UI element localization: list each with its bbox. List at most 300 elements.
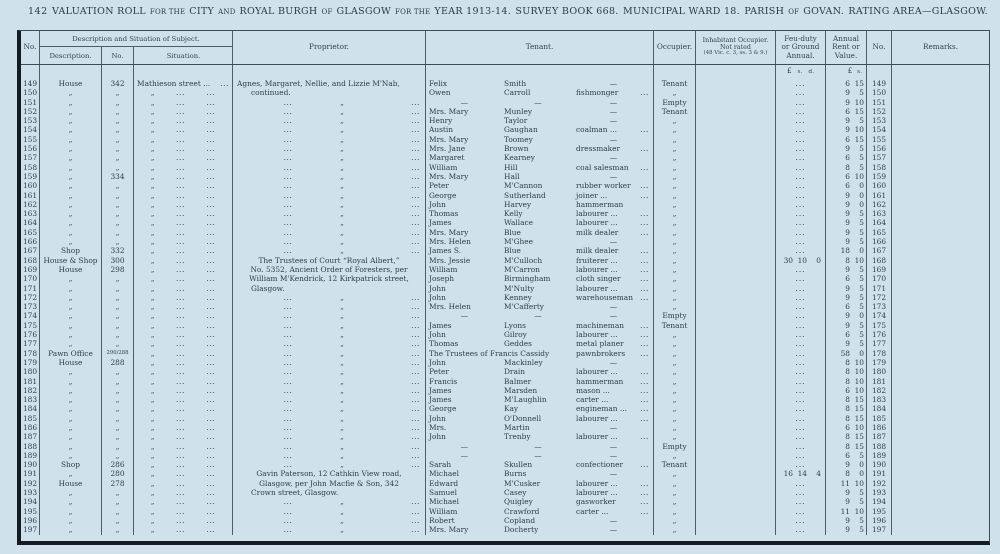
cell-feu-duty: ... (776, 274, 826, 283)
title-word: CITY (189, 6, 215, 17)
table-row (21, 302, 989, 311)
rent-shillings: 5 (859, 283, 864, 293)
cell-inhabitant-occupier (696, 237, 776, 246)
cell-no-right: 151 (867, 98, 892, 107)
dots: ... (176, 171, 185, 181)
ditto-mark: „ (150, 218, 155, 228)
cell-no-right: 180 (867, 367, 892, 376)
occupation-text: labourer ... (576, 218, 618, 228)
cell-occupier: „ (654, 144, 696, 153)
ditto-mark: „ (340, 330, 344, 340)
ditto-mark: „ (340, 190, 344, 200)
rent-shillings: 5 (859, 339, 864, 349)
dots: ... (640, 395, 649, 405)
cell-tenant-occupation: — (574, 98, 654, 107)
cell-occupier: Tenant (654, 107, 696, 116)
cell-tenant-forename: Mrs. (429, 422, 447, 432)
cell-tenant-surname: Kelly (504, 209, 523, 219)
title-word: OF (788, 8, 800, 16)
ditto-mark: „ (150, 357, 155, 367)
cell-occupier: „ (654, 181, 696, 190)
dots: ... (640, 413, 649, 423)
cell-feu-duty: ... (776, 135, 826, 144)
cell-proprietor (233, 330, 426, 339)
dots: ... (640, 209, 649, 219)
dots: ... (411, 171, 420, 181)
ditto-mark: „ (340, 162, 344, 172)
cell-no-right: 170 (867, 274, 892, 283)
cell-annual-rent (826, 367, 867, 376)
ditto-mark: „ (150, 348, 155, 358)
cell-remarks (892, 460, 989, 469)
cell-remarks (892, 200, 989, 209)
dots: ... (640, 385, 649, 395)
cell-tenant-surname: Gaughan (504, 125, 538, 135)
cell-tenant-forename: John (429, 330, 446, 340)
cell-remarks (892, 237, 989, 246)
rent-pounds: 6 (845, 302, 850, 312)
dots: ... (176, 125, 185, 135)
dots: ... (411, 385, 420, 395)
feu-amount: 16 (783, 469, 793, 479)
units-tenant-surname (502, 65, 574, 79)
cell-occupier: „ (654, 358, 696, 367)
ditto-mark: „ (150, 330, 155, 340)
cell-inhabitant-occupier (696, 116, 776, 125)
occupation-text: engineman ... (576, 404, 627, 414)
cell-feu-duty: ... (776, 79, 826, 88)
cell-remarks (892, 330, 989, 339)
ditto-mark: „ (150, 515, 155, 525)
dots: ... (206, 274, 216, 284)
cell-inhabitant-occupier (696, 98, 776, 107)
cell-inhabitant-occupier (696, 349, 776, 358)
rent-pounds: 8 (845, 432, 850, 442)
rent-shillings: 10 (854, 376, 864, 386)
dots: ... (176, 450, 185, 460)
cell-description: „ (40, 497, 102, 506)
dots: ... (206, 450, 216, 460)
cell-remarks (892, 339, 989, 348)
header-inhabitant-line3: (48 Vic. c. 3, ss. 3 & 9.) (703, 50, 768, 57)
dots: ... (640, 292, 649, 302)
ditto-mark: „ (150, 116, 155, 126)
cell-feu-duty: ... (776, 116, 826, 125)
rent-pounds: 8 (845, 413, 850, 423)
ditto-mark: „ (340, 116, 344, 126)
dots: ... (176, 367, 185, 377)
cell-tenant-occupation (574, 330, 654, 339)
rent-shillings: 5 (859, 88, 864, 98)
dots: ... (283, 134, 293, 144)
cell-inhabitant-occupier (696, 144, 776, 153)
cell-remarks (892, 181, 989, 190)
occupation-text: labourer ... (576, 413, 618, 423)
cell-tenant-forename: Joseph (429, 274, 455, 284)
cell-street-number: „ (102, 367, 134, 376)
cell-situation (134, 488, 233, 497)
cell-tenant-surname: Docherty (504, 525, 539, 535)
cell-annual-rent (826, 135, 867, 144)
cell-occupier: „ (654, 172, 696, 181)
cell-tenant-occupation (574, 497, 654, 506)
dots: ... (206, 432, 216, 442)
rent-pounds: 9 (845, 488, 850, 498)
rent-pounds: 6 (845, 106, 850, 116)
dots: ... (176, 88, 185, 98)
dots: ... (283, 227, 293, 237)
cell-proprietor: Crown street, Glasgow. (233, 488, 426, 497)
cell-proprietor: The Trustees of Court “Royal Albert,” (233, 256, 426, 265)
dots: ... (283, 506, 293, 516)
cell-occupier: „ (654, 237, 696, 246)
cell-no-right: 193 (867, 488, 892, 497)
ditto-mark: „ (340, 376, 344, 386)
dots: ... (640, 274, 649, 284)
cell-no: 156 (21, 144, 40, 153)
table-row (21, 339, 989, 348)
cell-street-number: 300 (102, 256, 134, 265)
occupation-text: carter ... (576, 395, 609, 405)
cell-tenant-occupation (574, 274, 654, 283)
cell-proprietor (233, 200, 426, 209)
dots: ... (411, 515, 420, 525)
occupation-text: metal planer (576, 339, 624, 349)
dots: ... (411, 209, 420, 219)
cell-feu-duty: ... (776, 153, 826, 162)
dots: ... (206, 422, 216, 432)
dots: ... (640, 348, 649, 358)
cell-remarks (892, 479, 989, 488)
cell-inhabitant-occupier (696, 377, 776, 386)
rent-pounds: 6 (845, 181, 850, 191)
ditto-mark: „ (150, 199, 155, 209)
dots: ... (206, 367, 216, 377)
dots: ... (206, 515, 216, 525)
cell-proprietor (233, 367, 426, 376)
cell-no-right: 194 (867, 497, 892, 506)
ditto-mark: „ (150, 488, 155, 498)
cell-no: 153 (21, 116, 40, 125)
cell-remarks (892, 395, 989, 404)
cell-occupier: „ (654, 395, 696, 404)
cell-description: „ (40, 507, 102, 516)
dots: ... (176, 116, 185, 126)
rent-pounds: 9 (845, 209, 850, 219)
cell-no: 161 (21, 191, 40, 200)
cell-situation (134, 311, 233, 320)
cell-situation (134, 377, 233, 386)
cell-no: 179 (21, 358, 40, 367)
cell-tenant-surname: Gilroy (504, 330, 527, 340)
rent-shillings: 5 (859, 209, 864, 219)
dots: ... (206, 283, 216, 293)
rent-pounds: 8 (845, 469, 850, 479)
cell-tenant-occupation (574, 488, 654, 497)
cell-occupier: „ (654, 469, 696, 478)
dots: ... (640, 339, 649, 349)
cell-tenant-surname: Mackinley (504, 357, 543, 367)
dots: ... (176, 348, 185, 358)
cell-description: „ (40, 125, 102, 134)
cell-street-number: „ (102, 451, 134, 460)
cell-situation (134, 79, 233, 88)
cell-remarks (892, 469, 989, 478)
cell-no-right: 165 (867, 228, 892, 237)
rent-shillings: 5 (859, 264, 864, 274)
cell-no-right: 191 (867, 469, 892, 478)
cell-annual-rent (826, 404, 867, 413)
cell-description: „ (40, 469, 102, 478)
cell-street-number: „ (102, 442, 134, 451)
cell-tenant-forename: Mrs. Helen (429, 237, 471, 247)
dots: ... (176, 339, 185, 349)
dots: ... (411, 506, 420, 516)
dots: ... (176, 478, 185, 488)
cell-occupier: „ (654, 200, 696, 209)
dots: ... (283, 181, 293, 191)
cell-remarks (892, 377, 989, 386)
cell-tenant-occupation (574, 209, 654, 218)
cell-remarks (892, 144, 989, 153)
occupation-text: labourer ... (576, 367, 618, 377)
cell-tenant-forename: — (460, 450, 469, 460)
cell-proprietor (233, 228, 426, 237)
ditto-mark: „ (340, 97, 344, 107)
cell-street-number: 334 (102, 172, 134, 181)
cell-annual-rent (826, 432, 867, 441)
cell-description: House (40, 479, 102, 488)
cell-tenant-occupation (574, 404, 654, 413)
cell-no-right: 192 (867, 479, 892, 488)
rent-pounds: 9 (845, 320, 850, 330)
rent-pounds: 9 (845, 292, 850, 302)
cell-situation (134, 469, 233, 478)
rent-shillings: 15 (854, 432, 864, 442)
cell-annual-rent (826, 377, 867, 386)
dots: ... (411, 357, 420, 367)
cell-proprietor (233, 237, 426, 246)
cell-description: Pawn Office (40, 349, 102, 358)
cell-description: „ (40, 284, 102, 293)
cell-no: 195 (21, 507, 40, 516)
cell-tenant-forename: Mrs. Mary (429, 227, 469, 237)
cell-inhabitant-occupier (696, 79, 776, 88)
page-number: 142 (28, 6, 48, 17)
feu-amount: 10 (797, 255, 807, 265)
cell-tenant-forename: John (429, 199, 446, 209)
dots: ... (411, 460, 420, 470)
cell-situation (134, 246, 233, 255)
dots: ... (206, 376, 216, 386)
cell-feu-duty: ... (776, 321, 826, 330)
ditto-mark: „ (340, 134, 344, 144)
cell-situation (134, 144, 233, 153)
cell-feu-duty: ... (776, 423, 826, 432)
cell-remarks (892, 88, 989, 97)
dots: ... (640, 376, 649, 386)
cell-street-number: „ (102, 125, 134, 134)
table-row (21, 507, 989, 516)
cell-tenant-occupation: — (574, 302, 654, 311)
cell-no: 157 (21, 153, 40, 162)
dots: ... (283, 246, 293, 256)
cell-no: 192 (21, 479, 40, 488)
ditto-mark: „ (150, 190, 155, 200)
cell-description: „ (40, 274, 102, 283)
cell-annual-rent (826, 98, 867, 107)
rent-pounds: 9 (845, 199, 850, 209)
cell-proprietor: continued. (233, 88, 426, 97)
cell-tenant-forename: Felix (429, 79, 447, 88)
cell-tenant-forename: Sarah (429, 460, 452, 470)
ditto-mark: „ (340, 515, 344, 525)
rent-shillings: 15 (854, 106, 864, 116)
dots: ... (176, 255, 185, 265)
cell-description: „ (40, 116, 102, 125)
cell-description: House & Shop (40, 256, 102, 265)
cell-tenant-surname: Brown (504, 144, 529, 154)
cell-no: 181 (21, 377, 40, 386)
rent-pounds: 6 (845, 330, 850, 340)
dots: ... (640, 190, 649, 200)
cell-proprietor (233, 302, 426, 311)
cell-remarks (892, 256, 989, 265)
dots: ... (411, 376, 420, 386)
cell-situation (134, 135, 233, 144)
cell-inhabitant-occupier (696, 414, 776, 423)
valuation-roll-table (17, 30, 990, 545)
rent-shillings: 15 (854, 79, 864, 88)
cell-inhabitant-occupier (696, 256, 776, 265)
cell-occupier: „ (654, 191, 696, 200)
cell-feu-duty: ... (776, 339, 826, 348)
ditto-mark: „ (150, 302, 155, 312)
dots: ... (176, 357, 185, 367)
rent-shillings: 5 (859, 320, 864, 330)
dots: ... (283, 209, 293, 219)
cell-description: „ (40, 228, 102, 237)
dots: ... (411, 162, 420, 172)
cell-description: „ (40, 339, 102, 348)
cell-situation (134, 107, 233, 116)
dots: ... (411, 181, 420, 191)
cell-occupier: „ (654, 88, 696, 97)
cell-occupier: „ (654, 302, 696, 311)
cell-tenant-forename: John (429, 357, 446, 367)
cell-remarks (892, 432, 989, 441)
rent-pounds: 6 (845, 79, 850, 88)
cell-street-number: „ (102, 395, 134, 404)
cell-occupier: „ (654, 479, 696, 488)
rent-pounds: 9 (845, 237, 850, 247)
dots: ... (206, 190, 216, 200)
cell-remarks (892, 516, 989, 525)
rent-shillings: 5 (859, 302, 864, 312)
ditto-mark: „ (150, 246, 155, 256)
cell-no-right: 167 (867, 246, 892, 255)
dots: ... (283, 97, 293, 107)
ditto-mark: „ (150, 106, 155, 116)
rent-shillings: 5 (859, 292, 864, 302)
cell-tenant-forename: George (429, 190, 457, 200)
cell-annual-rent (826, 497, 867, 506)
cell-tenant-forename: Robert (429, 515, 455, 525)
cell-tenant-occupation (574, 125, 654, 134)
cell-tenant-occupation: — (574, 153, 654, 162)
cell-situation (134, 163, 233, 172)
title-word: FOR THE (149, 8, 186, 16)
dots: ... (283, 441, 293, 451)
dots: ... (176, 190, 185, 200)
dots: ... (283, 125, 293, 135)
rent-pounds: 8 (845, 367, 850, 377)
cell-tenant-surname: Toomey (504, 134, 533, 144)
ditto-mark: „ (150, 460, 155, 470)
cell-tenant-surname: M'Ghee (504, 237, 534, 247)
cell-street-number: „ (102, 107, 134, 116)
cell-inhabitant-occupier (696, 460, 776, 469)
cell-remarks (892, 293, 989, 302)
table-row (21, 395, 989, 404)
cell-tenant-surname: Drain (504, 367, 525, 377)
cell-tenant-surname: M'Laughlin (504, 395, 547, 405)
cell-feu-duty: ... (776, 442, 826, 451)
cell-tenant-forename: William (429, 506, 458, 516)
cell-description: „ (40, 135, 102, 144)
header-inhabitant-line2: Not rated (720, 43, 751, 51)
cell-street-number: „ (102, 497, 134, 506)
cell-no-right: 150 (867, 88, 892, 97)
rent-shillings: 15 (854, 134, 864, 144)
dots: ... (411, 525, 420, 535)
dots: ... (283, 237, 293, 247)
cell-situation (134, 218, 233, 227)
rent-shillings: 5 (859, 218, 864, 228)
table-row (21, 386, 989, 395)
cell-tenant-surname: Taylor (504, 116, 528, 126)
cell-no: 149 (21, 79, 40, 88)
ditto-mark: „ (340, 404, 344, 414)
cell-feu-duty: ... (776, 367, 826, 376)
cell-inhabitant-occupier (696, 191, 776, 200)
cell-no: 186 (21, 423, 40, 432)
rent-pounds: 58 (840, 348, 850, 358)
cell-tenant-surname: Casey (504, 488, 527, 498)
cell-no: 184 (21, 404, 40, 413)
cell-remarks (892, 246, 989, 255)
occupation-text: milk dealer (576, 246, 619, 256)
occupation-text: labourer ... (576, 264, 618, 274)
ditto-mark: „ (340, 311, 344, 321)
header-no-right: No. (867, 31, 892, 64)
rent-pounds: 9 (845, 190, 850, 200)
cell-no: 175 (21, 321, 40, 330)
cell-no: 190 (21, 460, 40, 469)
cell-no-right: 190 (867, 460, 892, 469)
cell-tenant-forename: Austin (429, 125, 453, 135)
cell-street-number: „ (102, 274, 134, 283)
ditto-mark: „ (340, 144, 344, 154)
cell-proprietor (233, 507, 426, 516)
cell-annual-rent (826, 256, 867, 265)
cell-street-number: „ (102, 200, 134, 209)
units-inhabitant (696, 65, 776, 79)
dots: ... (640, 144, 649, 154)
table-row (21, 181, 989, 190)
pound-sign: £ (787, 67, 792, 75)
dots: ... (640, 283, 649, 293)
